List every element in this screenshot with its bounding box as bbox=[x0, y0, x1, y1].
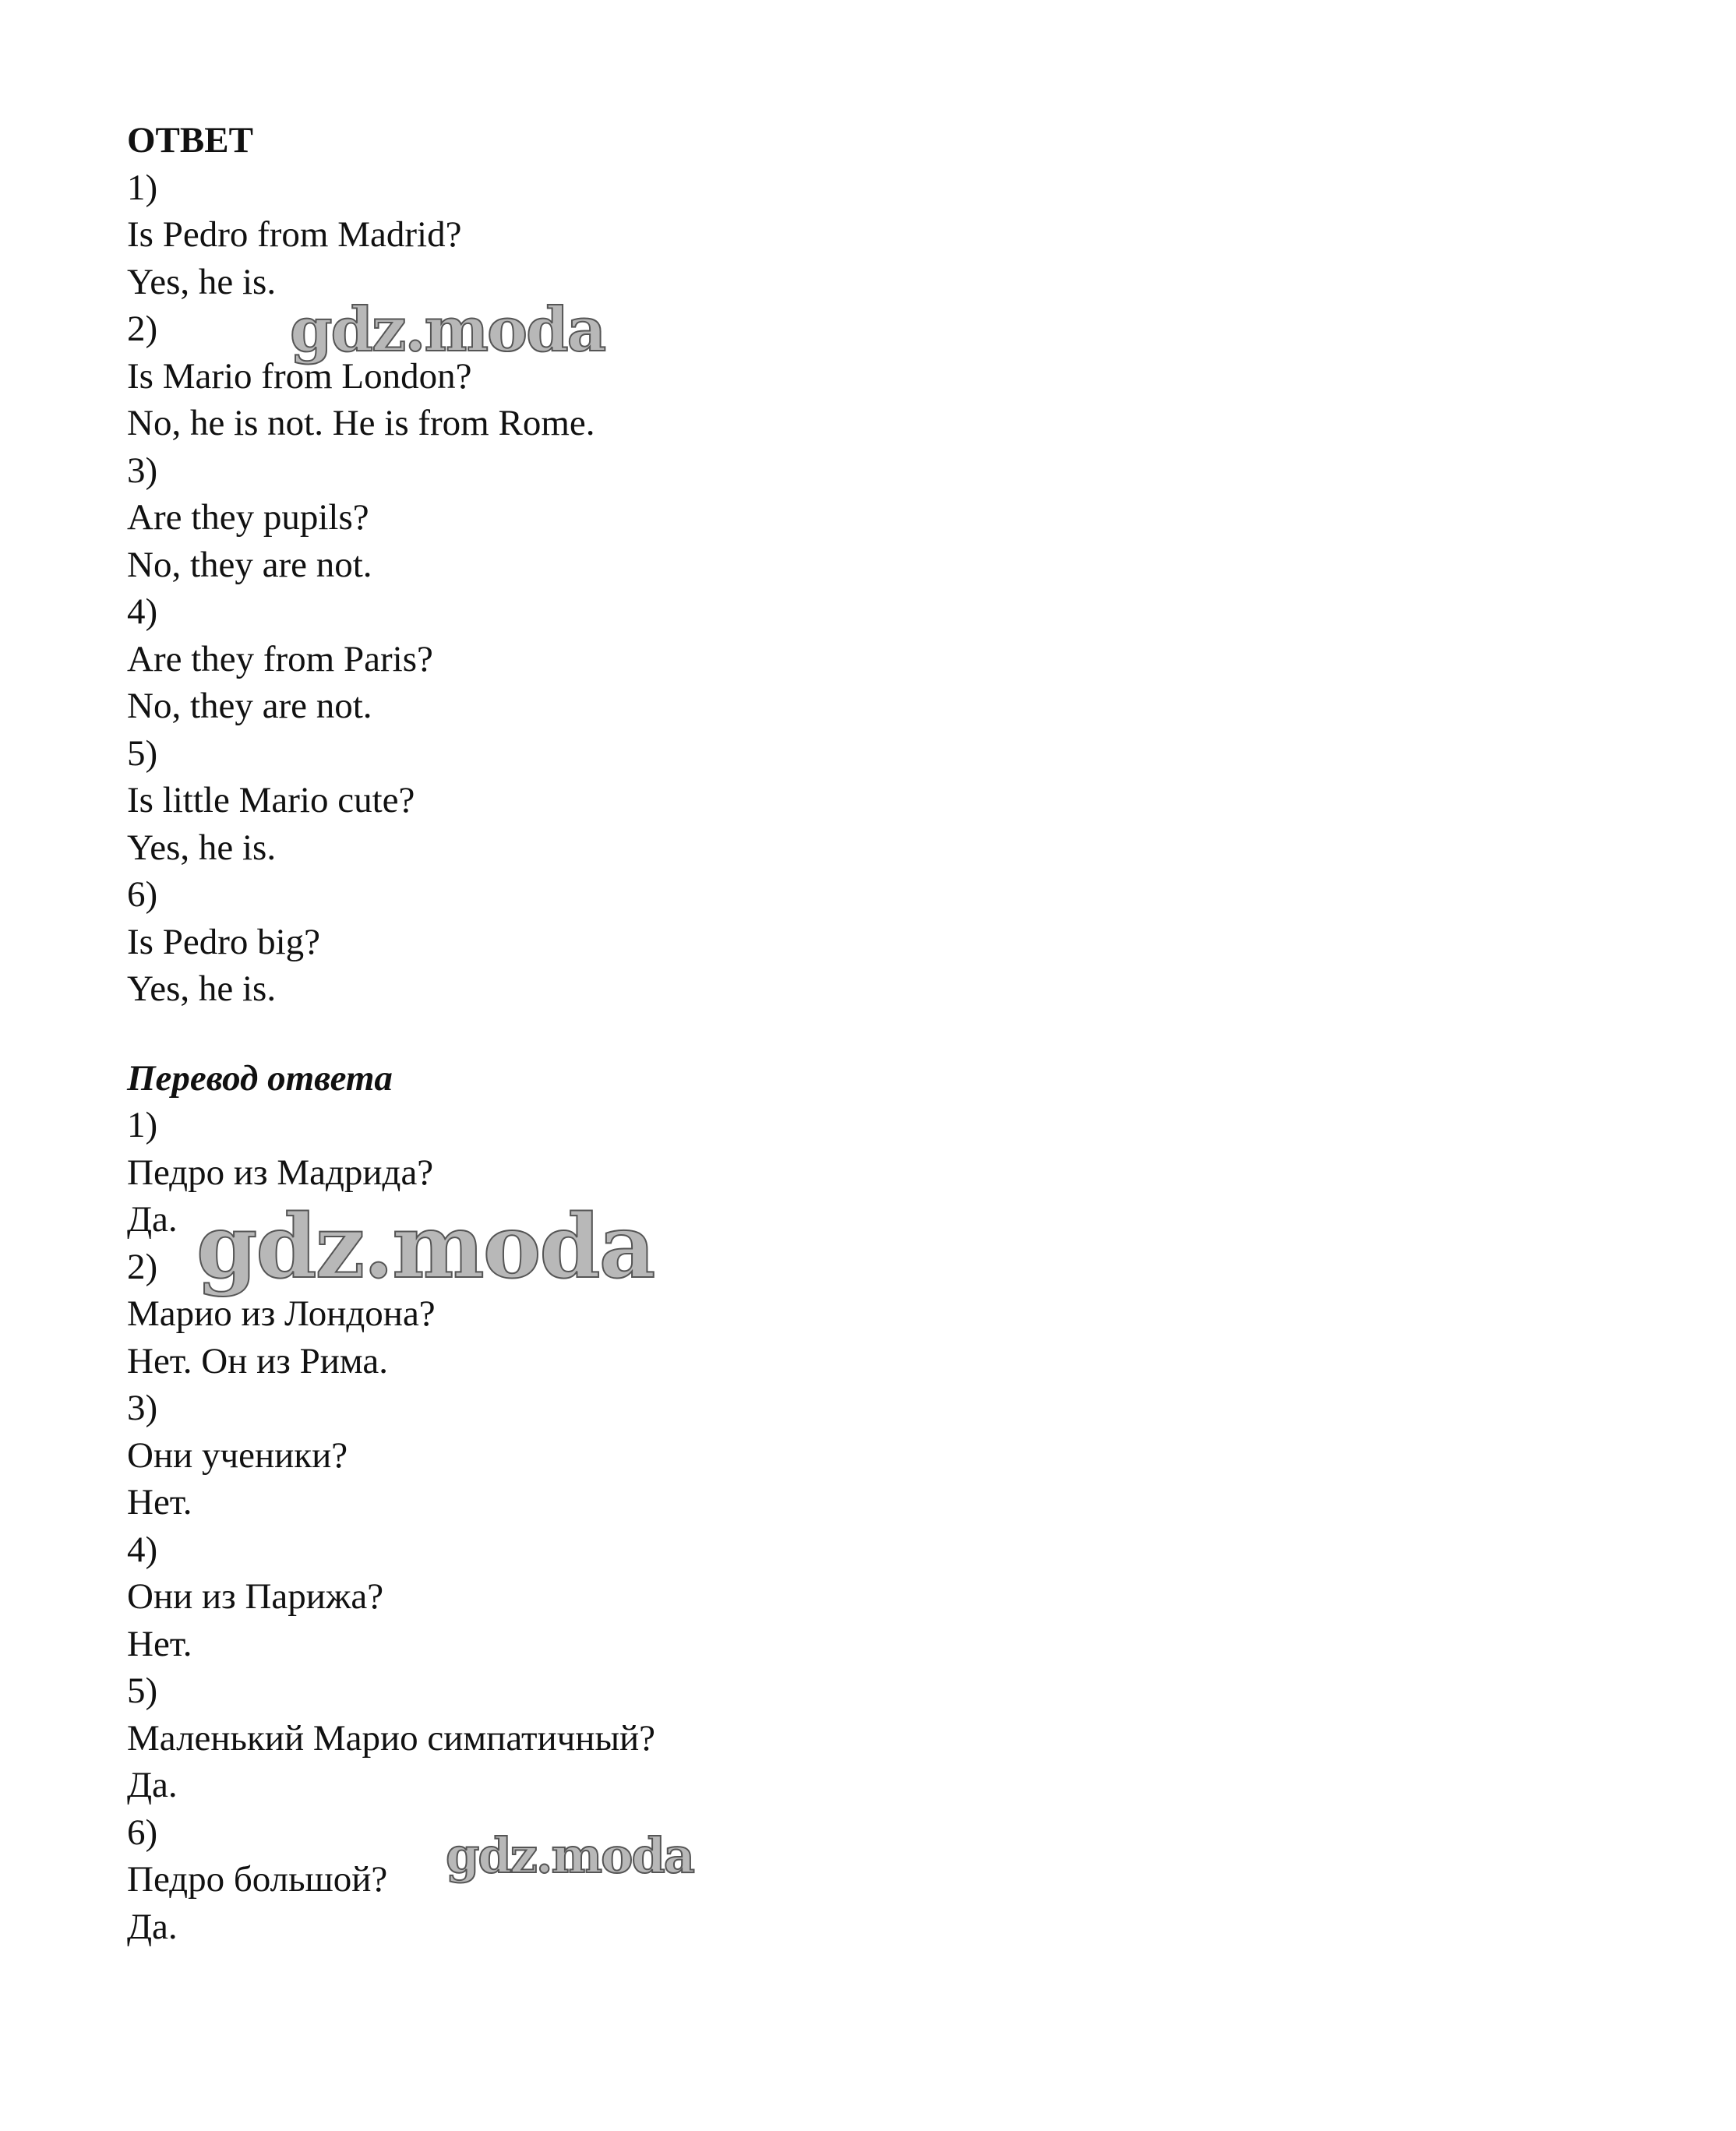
translation-heading: Перевод ответа bbox=[127, 1057, 393, 1099]
answer-item-6-question: Is Pedro big? bbox=[127, 921, 321, 962]
translation-item-5-number: 5) bbox=[127, 1671, 158, 1711]
watermark-middle: gdz.moda bbox=[196, 1196, 655, 1298]
answer-item-2-number: 2) bbox=[127, 309, 158, 349]
translation-item-1-question: Педро из Мадрида? bbox=[127, 1152, 434, 1193]
translation-item-1-answer: Да. bbox=[127, 1199, 178, 1240]
translation-item-3-number: 3) bbox=[127, 1388, 158, 1428]
answer-item-2-answer: No, he is not. He is from Rome. bbox=[127, 403, 595, 443]
answer-item-5-question: Is little Mario cute? bbox=[127, 780, 415, 820]
translation-item-4-question: Они из Парижа? bbox=[127, 1576, 384, 1617]
answer-item-3-answer: No, they are not. bbox=[127, 544, 372, 585]
watermark-bottom: gdz.moda bbox=[446, 1827, 693, 1884]
translation-item-4-answer: Нет. bbox=[127, 1623, 192, 1664]
answer-item-2-question: Is Mario from London? bbox=[127, 355, 472, 397]
translation-item-4-number: 4) bbox=[127, 1529, 158, 1570]
answer-item-5-number: 5) bbox=[127, 732, 158, 774]
translation-item-5-answer: Да. bbox=[127, 1765, 178, 1805]
answer-heading: ОТВЕТ bbox=[127, 120, 253, 161]
translation-list bbox=[127, 1102, 1607, 1950]
answer-item-1-answer: Yes, he is. bbox=[127, 261, 277, 302]
translation-item-1-number: 1) bbox=[127, 1105, 158, 1145]
answer-item-4-question: Are they from Paris? bbox=[127, 638, 433, 679]
answer-item-4-number: 4) bbox=[127, 591, 158, 632]
answer-item-3-number: 3) bbox=[127, 450, 158, 491]
answer-item-4-answer: No, they are not. bbox=[127, 686, 372, 726]
answer-item-3-question: Are they pupils? bbox=[127, 497, 369, 538]
answer-item-5-answer: Yes, he is. bbox=[127, 827, 277, 868]
answer-item-1-number: 1) bbox=[127, 167, 158, 208]
answer-item-6-number: 6) bbox=[127, 874, 158, 915]
translation-item-3-question: Они ученики? bbox=[127, 1434, 348, 1476]
watermark-top: gdz.moda bbox=[290, 295, 605, 365]
translation-item-6-answer: Да. bbox=[127, 1906, 178, 1947]
translation-item-6-number: 6) bbox=[127, 1812, 158, 1853]
translation-item-2-question: Марио из Лондона? bbox=[127, 1293, 436, 1334]
answer-list bbox=[127, 164, 1607, 1013]
translation-item-5-question: Маленький Марио симпатичный? bbox=[127, 1717, 656, 1759]
section-gap bbox=[127, 1013, 1607, 1055]
document-page bbox=[127, 117, 1607, 1950]
translation-item-2-number: 2) bbox=[127, 1246, 158, 1287]
answer-item-1-question: Is Pedro from Madrid? bbox=[127, 214, 462, 255]
translation-item-3-answer: Нет. bbox=[127, 1482, 192, 1522]
translation-item-2-answer: Нет. Он из Рима. bbox=[127, 1340, 388, 1381]
translation-item-6-question: Педро большой? bbox=[127, 1859, 388, 1900]
answer-item-6-answer: Yes, he is. bbox=[127, 968, 277, 1009]
